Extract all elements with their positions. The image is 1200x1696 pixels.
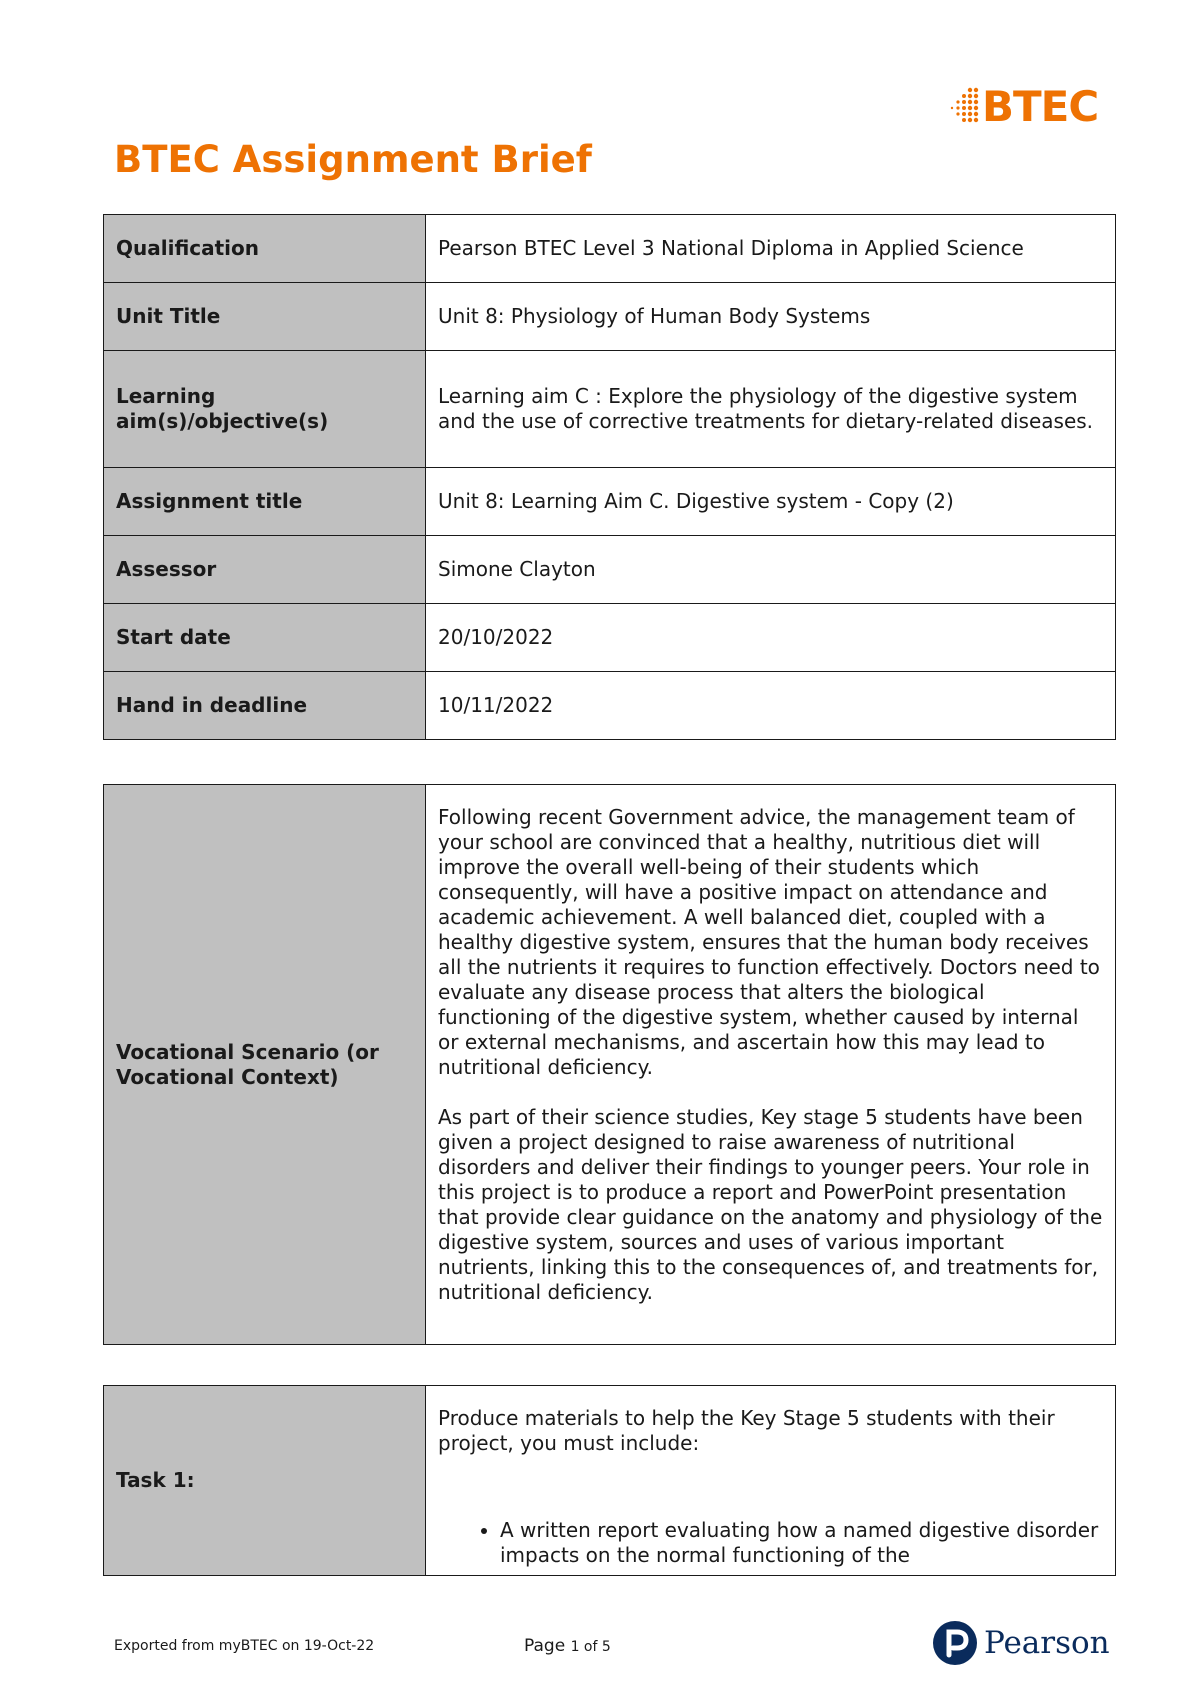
assessor-label: Assessor: [104, 536, 426, 604]
scenario-paragraph: As part of their science studies, Key stage 5 students have been given a project designed to raise awareness of nutritional disorders and deliver their findings to younger peers. Your role in this project is to produce a report and PowerPoint presentation that provide clear guidance on the anatomy and physiology of the digestive system, sources and uses of various important nutrients, linking this to the consequences of, and treatments for, nutritional deficiency.: [438, 1105, 1103, 1304]
pearson-p-icon: [932, 1620, 978, 1666]
btec-logo: [946, 80, 1098, 132]
task-bullet: • A written report evaluating how a named digestive disorder impacts on the normal functioning of the: [500, 1518, 1103, 1568]
start-date-value: 20/10/2022: [426, 604, 1116, 672]
scenario-table: [103, 784, 1116, 1345]
page-title: BTEC Assignment Brief: [114, 138, 592, 181]
task-text: [426, 1386, 1116, 1576]
scenario-paragraph: Following recent Government advice, the management team of your school are convinced that a healthy, nutritious diet will improve the overall well-being of their students which consequently, will have a positive impact on attendance and academic achievement. A well balanced diet, coupled with a healthy digestive system, ensures that the human body receives all the nutrients it requires to function effectively. Doctors need to evaluate any disease process that alters the biological functioning of the digestive system, whether caused by internal or external mechanisms, and ascertain how this may lead to nutritional deficiency.: [438, 805, 1100, 1079]
page-of: 1 of 5: [570, 1639, 611, 1655]
details-table: [103, 214, 1116, 740]
table-row: [104, 604, 1116, 672]
task-bullet-list: [438, 1518, 1103, 1568]
table-row: [104, 468, 1116, 536]
deadline-label: Hand in deadline: [104, 672, 426, 740]
table-row: [104, 536, 1116, 604]
learning-aim-label: Learning aim(s)/objective(s): [104, 351, 426, 468]
assignment-title-value: Unit 8: Learning Aim C. Digestive system - Copy (2): [426, 468, 1116, 536]
table-row: [104, 672, 1116, 740]
table-row: [104, 785, 1116, 1345]
btec-dots-icon: [946, 86, 980, 126]
task-table: [103, 1385, 1116, 1576]
deadline-value: 10/11/2022: [426, 672, 1116, 740]
scenario-text: [426, 785, 1116, 1345]
table-row: [104, 283, 1116, 351]
table-row: [104, 215, 1116, 283]
btec-logo-text: BTEC: [982, 81, 1099, 131]
scenario-label: Vocational Scenario (or Vocational Context): [104, 785, 426, 1345]
start-date-label: Start date: [104, 604, 426, 672]
unit-title-value: Unit 8: Physiology of Human Body Systems: [426, 283, 1116, 351]
task-label: Task 1:: [104, 1386, 426, 1576]
page-number: [524, 1636, 611, 1656]
table-row: [104, 1386, 1116, 1576]
pearson-logo-text: Pearson: [984, 1625, 1110, 1661]
assignment-title-label: Assignment title: [104, 468, 426, 536]
table-row: [104, 351, 1116, 468]
learning-aim-value: Learning aim C : Explore the physiology of the digestive system and the use of corrective treatments for dietary-related diseases.: [426, 351, 1116, 468]
pearson-logo: [932, 1620, 1110, 1666]
assessor-value: Simone Clayton: [426, 536, 1116, 604]
page-word: Page: [524, 1636, 566, 1656]
export-note: Exported from myBTEC on 19-Oct-22: [114, 1638, 375, 1654]
qualification-label: Qualification: [104, 215, 426, 283]
qualification-value: Pearson BTEC Level 3 National Diploma in Applied Science: [426, 215, 1116, 283]
unit-title-label: Unit Title: [104, 283, 426, 351]
task-intro: Produce materials to help the Key Stage 5 students with their project, you must include:: [438, 1406, 1055, 1455]
